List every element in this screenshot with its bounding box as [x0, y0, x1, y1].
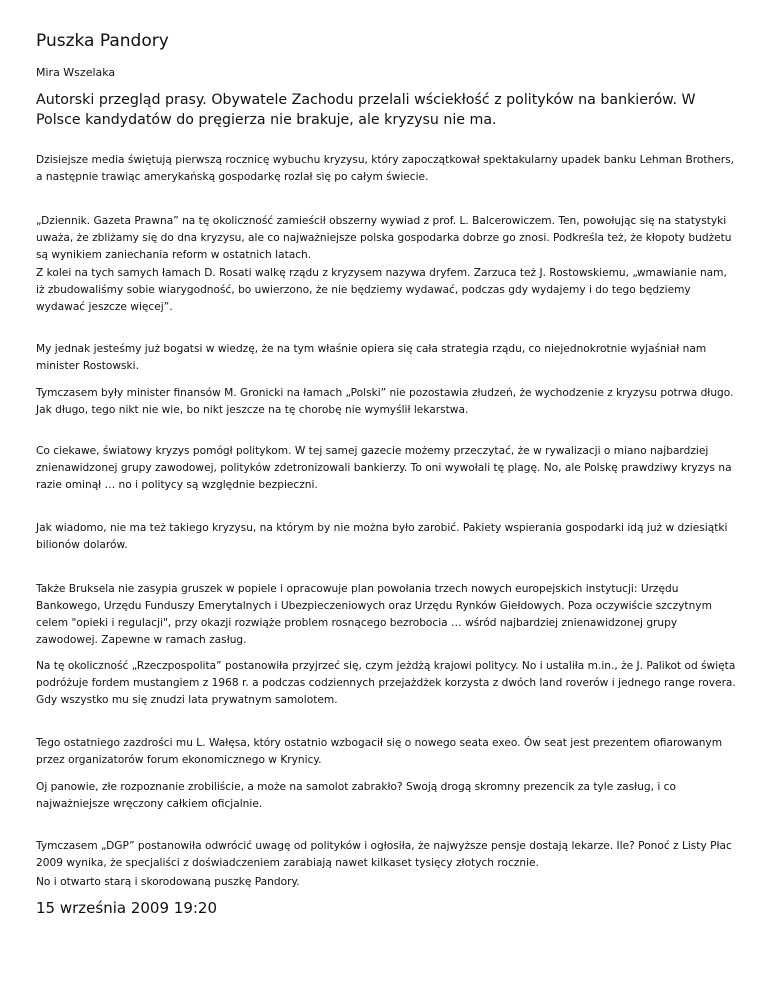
article-paragraph: Także Bruksela nie zasypia gruszek w popiele i opracowuje plan powołania trzech nowych europejskich instytucji: Urzędu Bankowego, Urzędu Funduszy Emerytalnych i Ubezpieczeniowych oraz Urzędu Rynków Giełdowych. Poza oczywiście szczytnym celem "opieki i regulacji", przy okazji rozwiąże problem rosnącego bezrobocia … wśród najbardziej znienawidzonej grupy zawodowej. Zapewne w ramach zasług.	[36, 583, 712, 646]
article-paragraph: My jednak jesteśmy już bogatsi w wiedzę, że na tym właśnie opiera się cała strategia rządu, co niejednokrotnie wyjaśniał nam minister Rostowski.	[36, 343, 707, 372]
article-paragraph: Na tę okoliczność „Rzeczpospolita” postanowiła przyjrzeć się, czym jeżdżą krajowi politycy. No i ustaliła m.in., że J. Palikot od święta podróżuje fordem mustangiem z 1968 r. a podczas codziennych przejażdżek korzysta z dwóch land roverów i jednego range rovera. Gdy wszystko mu się znudzi lata prywatnym samolotem.	[36, 660, 736, 706]
article-paragraph: „Dziennik. Gazeta Prawna” na tę okoliczność zamieścił obszerny wywiad z prof. L. Balcerowiczem. Ten, powołując się na statystyki uważa, że zbliżamy się do dna kryzysu, ale co najważniejsze polska gospodarka dobrze go znosi. Podkreśla też, że kłopoty budżetu są wynikiem zaniechania reform w ostatnich latach.	[36, 215, 732, 261]
publication-date: 15 września 2009 19:20	[36, 899, 218, 917]
article-paragraph: Z kolei na tych samych łamach D. Rosati walkę rządu z kryzysem nazywa dryfem. Zarzuca też J. Rostowskiemu, „wmawianie nam, iż zbudowaliśmy sobie wiarygodność, bo uwierzono, że nie będziemy wydawać, podczas gdy wydajemy i do tego będziemy wydawać jeszcze więcej”.	[36, 267, 727, 313]
article-author: Mira Wszelaka	[36, 66, 116, 79]
article-paragraph: Jak wiadomo, nie ma też takiego kryzysu, na którym by nie można było zarobić. Pakiety wspierania gospodarki idą już w dziesiątki bilionów dolarów.	[36, 522, 728, 551]
article-title: Puszka Pandory	[36, 31, 169, 51]
article-lead: Autorski przegląd prasy. Obywatele Zachodu przelali wściekłość z polityków na bankierów. W Polsce kandydatów do pręgierza nie brakuje, ale kryzysu nie ma.	[36, 92, 696, 128]
article-paragraph: No i otwarto starą i skorodowaną puszkę Pandory.	[36, 876, 300, 888]
article-paragraph: Oj panowie, złe rozpoznanie zrobiliście, a może na samolot zabrakło? Swoją drogą skromny prezencik za tyle zasług, i co najważniejsze wręczony całkiem oficjalnie.	[36, 781, 676, 810]
article-paragraph: Tymczasem „DGP” postanowiła odwrócić uwagę od polityków i ogłosiła, że najwyższe pensje dostają lekarze. Ile? Ponoć z Listy Płac 2009 wynika, że specjaliści z doświadczeniem zarabiają nawet kilkaset tysięcy złotych rocznie.	[36, 840, 732, 869]
article-paragraph: Tymczasem były minister finansów M. Gronicki na łamach „Polski” nie pozostawia złudzeń, że wychodzenie z kryzysu potrwa długo. Jak długo, tego nikt nie wie, bo nikt jeszcze na tę chorobę nie wymyślił lekarstwa.	[36, 387, 734, 416]
article-paragraph: Dzisiejsze media świętują pierwszą rocznicę wybuchu kryzysu, który zapoczątkował spektakularny upadek banku Lehman Brothers, a następnie trawiąc amerykańską gospodarkę rozlał się po całym świecie.	[36, 154, 734, 183]
article-paragraph: Tego ostatniego zazdrości mu L. Wałęsa, który ostatnio wzbogacił się o nowego seata exeo. Ów seat jest prezentem ofiarowanym przez organizatorów forum ekonomicznego w Krynicy.	[36, 737, 723, 766]
article-paragraph: Co ciekawe, światowy kryzys pomógł politykom. W tej samej gazecie możemy przeczytać, że w rywalizacji o miano najbardziej znienawidzonej grupy zawodowej, polityków zdetronizowali bankierzy. To oni wywołali tę plagę. No, ale Polskę prawdziwy kryzys na razie ominął … no i politycy są względnie bezpieczni.	[36, 445, 732, 491]
